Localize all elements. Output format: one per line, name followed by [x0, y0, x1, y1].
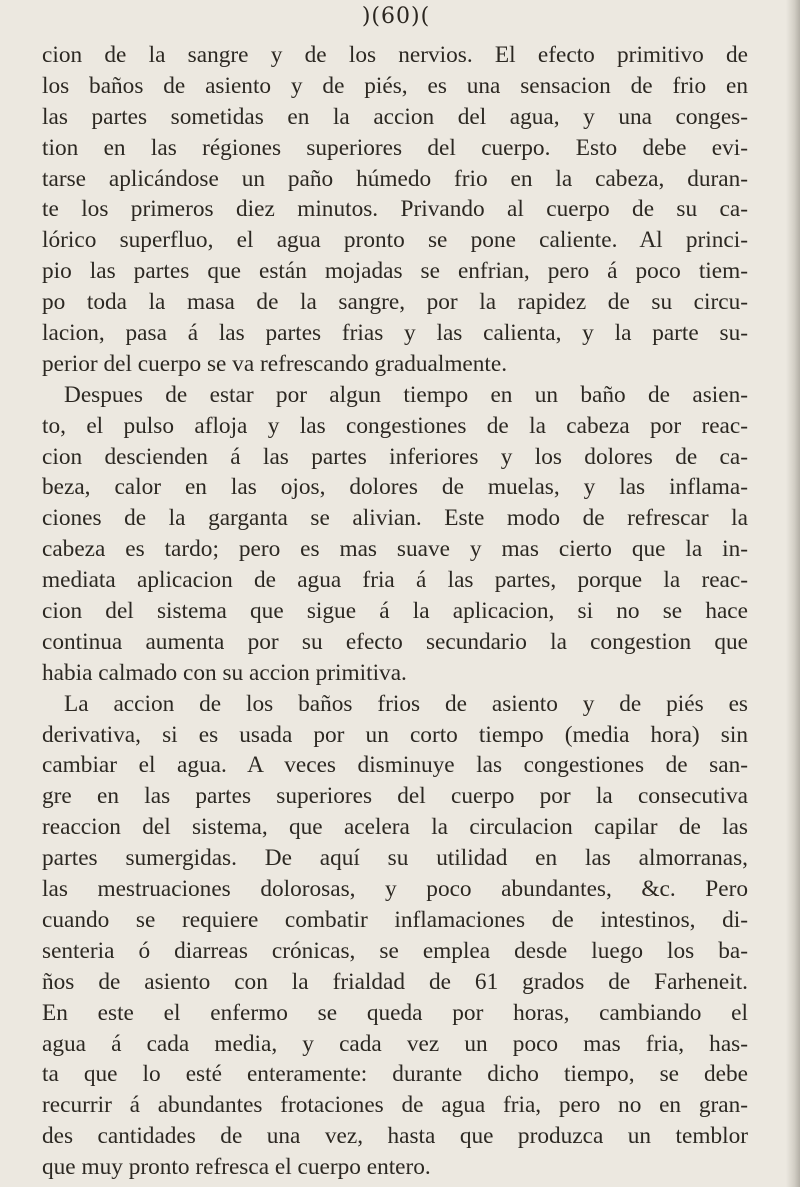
- text-line: continua aumenta por su efecto secundario la congestion que: [42, 628, 748, 655]
- text-line: agua á cada media, y cada vez un poco mas fria, has-: [42, 1030, 748, 1057]
- text-line: tion en las régiones superiores del cuerpo. Esto debe evi-: [42, 134, 748, 161]
- text-line: que muy pronto refresca el cuerpo entero.: [42, 1154, 431, 1181]
- text-line: las mestruaciones dolorosas, y poco abundantes, &c. Pero: [42, 876, 748, 903]
- text-line: Despues de estar por algun tiempo en un baño de asien-: [64, 381, 748, 408]
- text-line: senteria ó diarreas crónicas, se emplea desde luego los ba-: [42, 937, 748, 964]
- text-line: pio las partes que están mojadas se enfrian, pero á poco tiem-: [42, 258, 748, 285]
- text-line: cion del sistema que sigue á la aplicacion, si no se hace: [42, 598, 748, 625]
- text-line: cuando se requiere combatir inflamaciones de intestinos, di-: [42, 906, 748, 933]
- text-line: En este el enfermo se queda por horas, cambiando el: [42, 999, 748, 1026]
- text-line: lacion, pasa á las partes frias y las calienta, y la parte su-: [42, 320, 748, 347]
- text-line: beza, calor en las ojos, dolores de muelas, y las inflama-: [42, 474, 748, 501]
- text-line: La accion de los baños frios de asiento y de piés es: [64, 690, 748, 717]
- text-line: reaccion del sistema, que acelera la circulacion capilar de las: [42, 814, 748, 841]
- text-line: mediata aplicacion de agua fria á las partes, porque la reac-: [42, 567, 748, 594]
- text-line: ciones de la garganta se alivian. Este modo de refrescar la: [42, 505, 748, 532]
- text-line: cion de la sangre y de los nervios. El efecto primitivo de: [42, 42, 748, 68]
- text-line: cabeza es tardo; pero es mas suave y mas cierto que la in-: [42, 536, 748, 563]
- text-line: tarse aplicándose un paño húmedo frio en la cabeza, duran-: [42, 165, 748, 192]
- text-line: to, el pulso afloja y las congestiones de la cabeza por reac-: [42, 412, 748, 439]
- text-line: perior del cuerpo se va refrescando gradualmente.: [42, 350, 508, 377]
- body-text: [42, 40, 748, 1183]
- page-edge-shadow: [786, 0, 800, 1187]
- text-line: ta que lo esté enteramente: durante dicho tiempo, se debe: [42, 1061, 748, 1088]
- page-number: )(60)(: [361, 4, 431, 29]
- text-line: habia calmado con su accion primitiva.: [42, 659, 407, 686]
- text-line: des cantidades de una vez, hasta que produzca un temblor: [42, 1123, 748, 1150]
- text-line: cion descienden á las partes inferiores y los dolores de ca-: [42, 443, 748, 470]
- text-line: las partes sometidas en la accion del agua, y una conges-: [42, 103, 748, 130]
- text-line: po toda la masa de la sangre, por la rapidez de su circu-: [42, 289, 748, 316]
- text-line: derivativa, si es usada por un corto tiempo (media hora) sin: [42, 721, 748, 748]
- text-line: recurrir á abundantes frotaciones de agua fria, pero no en gran-: [42, 1092, 748, 1119]
- text-line: los baños de asiento y de piés, es una sensacion de frio en: [42, 72, 748, 99]
- text-line: partes sumergidas. De aquí su utilidad en las almorranas,: [42, 845, 748, 872]
- text-line: lórico superfluo, el agua pronto se pone caliente. Al princi-: [42, 227, 748, 254]
- text-line: te los primeros diez minutos. Privando al cuerpo de su ca-: [42, 196, 748, 223]
- text-line: gre en las partes superiores del cuerpo por la consecutiva: [42, 783, 748, 810]
- text-line: cambiar el agua. A veces disminuye las congestiones de san-: [42, 752, 748, 779]
- text-line: ños de asiento con la frialdad de 61 grados de Farheneit.: [42, 968, 748, 995]
